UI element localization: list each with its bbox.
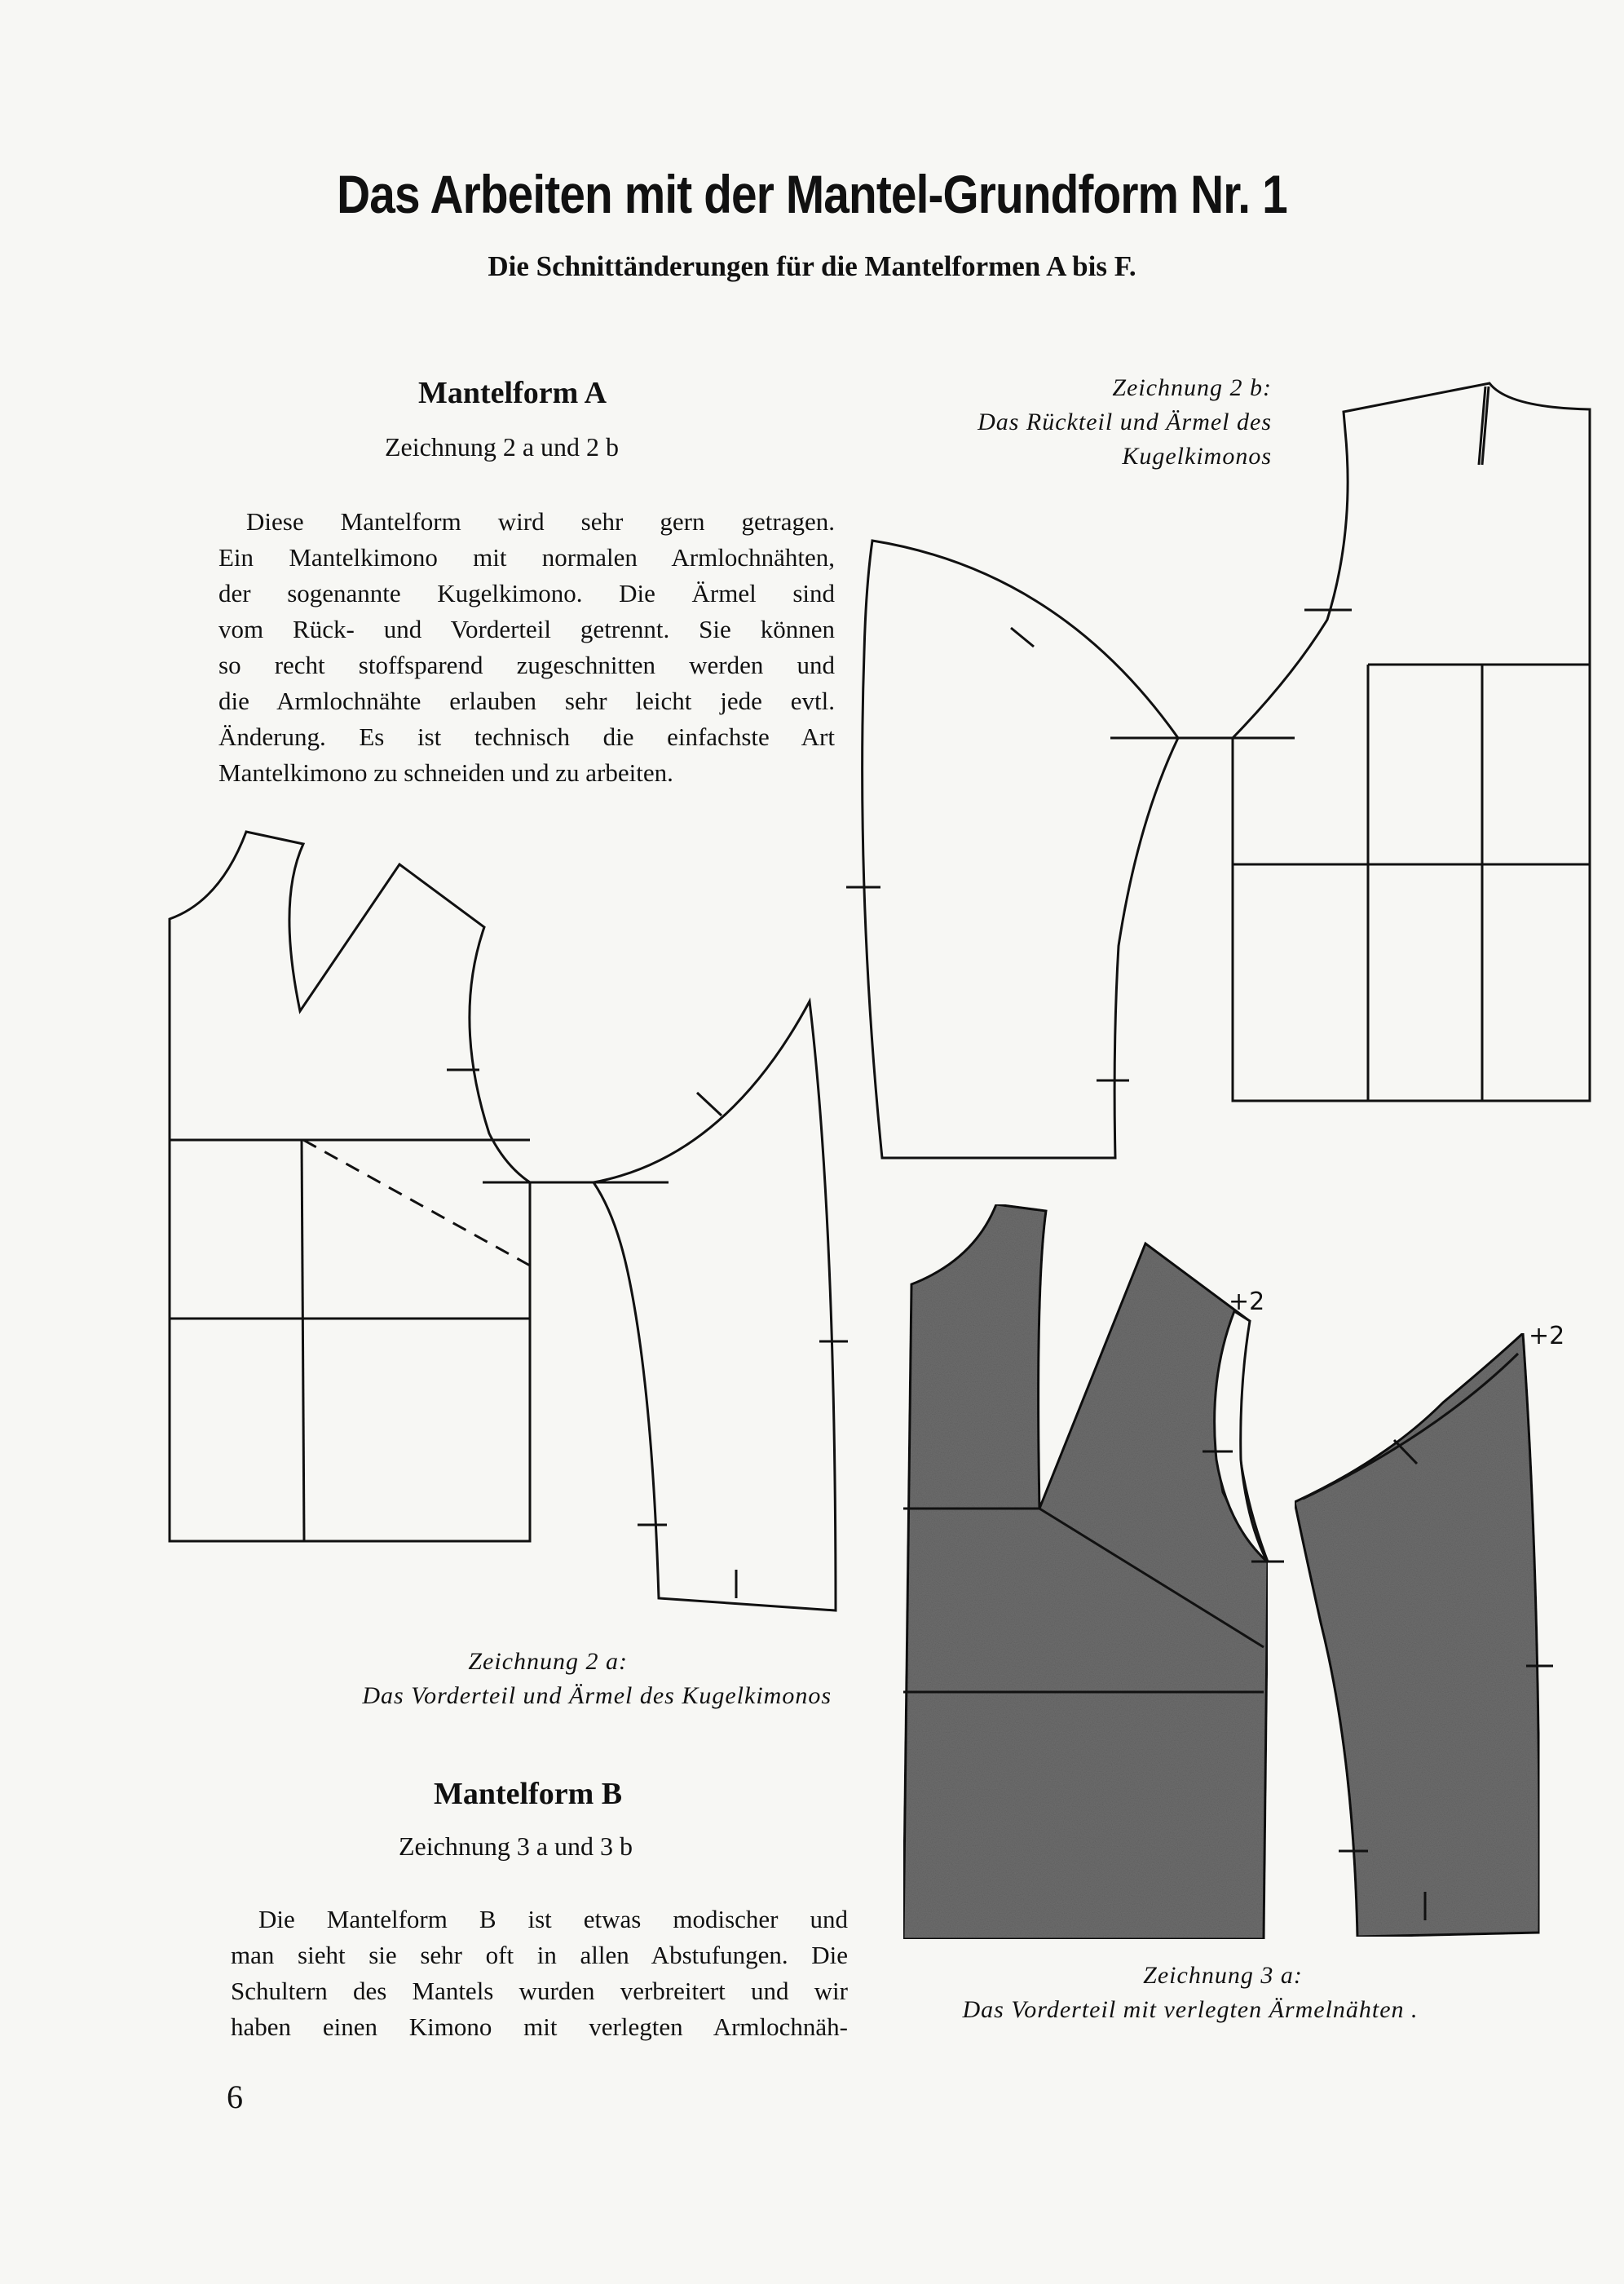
- caption-line: Zeichnung 2 b:: [1112, 374, 1272, 401]
- paragraph-line: Schultern des Mantels wurden verbreitert und wir: [231, 1977, 848, 2005]
- paragraph-line: man sieht sie sehr oft in allen Abstufungen. Die: [231, 1941, 848, 1969]
- page-number: 6: [227, 2079, 243, 2115]
- drawing-2b-sleeve-piece: [846, 541, 1295, 1158]
- paragraph-line: der sogenannte Kugelkimono. Die Ärmel sind: [218, 579, 835, 607]
- section-a-heading: Mantelform A: [418, 376, 607, 410]
- paragraph-line: die Armlochnähte erlauben sehr leicht jede evtl.: [218, 687, 835, 715]
- front-plus2-label: +2: [1229, 1288, 1265, 1316]
- drawing-2a-front-piece: [170, 832, 669, 1541]
- paragraph-line: Die Mantelform B ist etwas modischer und: [258, 1905, 848, 1933]
- caption-line: Kugelkimonos: [1122, 443, 1272, 470]
- section-a-subheading: Zeichnung 2 a und 2 b: [385, 432, 620, 462]
- sleeve-plus2-label: +2: [1529, 1322, 1565, 1350]
- drawing-3a-front-piece: [903, 1204, 1284, 1939]
- section-b-subheading: Zeichnung 3 a und 3 b: [399, 1831, 633, 1861]
- caption-line: Das Rückteil und Ärmel des: [977, 409, 1272, 435]
- paragraph-line: vom Rück- und Vorderteil getrennt. Sie können: [218, 615, 835, 643]
- drawing-3a-sleeve-piece: [1295, 1322, 1564, 1937]
- paragraph-line: Mantelkimono zu schneiden und zu arbeiten.: [218, 758, 673, 787]
- caption-line: Zeichnung 2 a:: [468, 1648, 628, 1675]
- page-subtitle: Die Schnittänderungen für die Mantelformen A bis F.: [488, 250, 1136, 282]
- caption-line: Das Vorderteil und Ärmel des Kugelkimonos: [362, 1682, 832, 1709]
- caption-line: Das Vorderteil mit verlegten Ärmelnähten .: [962, 1996, 1419, 2023]
- paragraph-line: Ein Mantelkimono mit normalen Armlochnähten,: [218, 543, 835, 572]
- paragraph-line: Diese Mantelform wird sehr gern getragen.: [246, 507, 835, 536]
- paragraph-line: Änderung. Es ist technisch die einfachste Art: [218, 722, 835, 751]
- page-title: Das Arbeiten mit der Mantel-Grundform Nr. 1: [337, 164, 1287, 224]
- paragraph-line: haben einen Kimono mit verlegten Armlochnäh-: [231, 2012, 848, 2041]
- caption-line: Zeichnung 3 a:: [1143, 1962, 1303, 1989]
- drawing-2b-back-piece: [1233, 383, 1590, 1101]
- section-b-heading: Mantelform B: [434, 1777, 623, 1811]
- drawing-2a-sleeve-piece: [594, 1001, 848, 1610]
- paragraph-line: so recht stoffsparend zugeschnitten werden und: [218, 651, 835, 679]
